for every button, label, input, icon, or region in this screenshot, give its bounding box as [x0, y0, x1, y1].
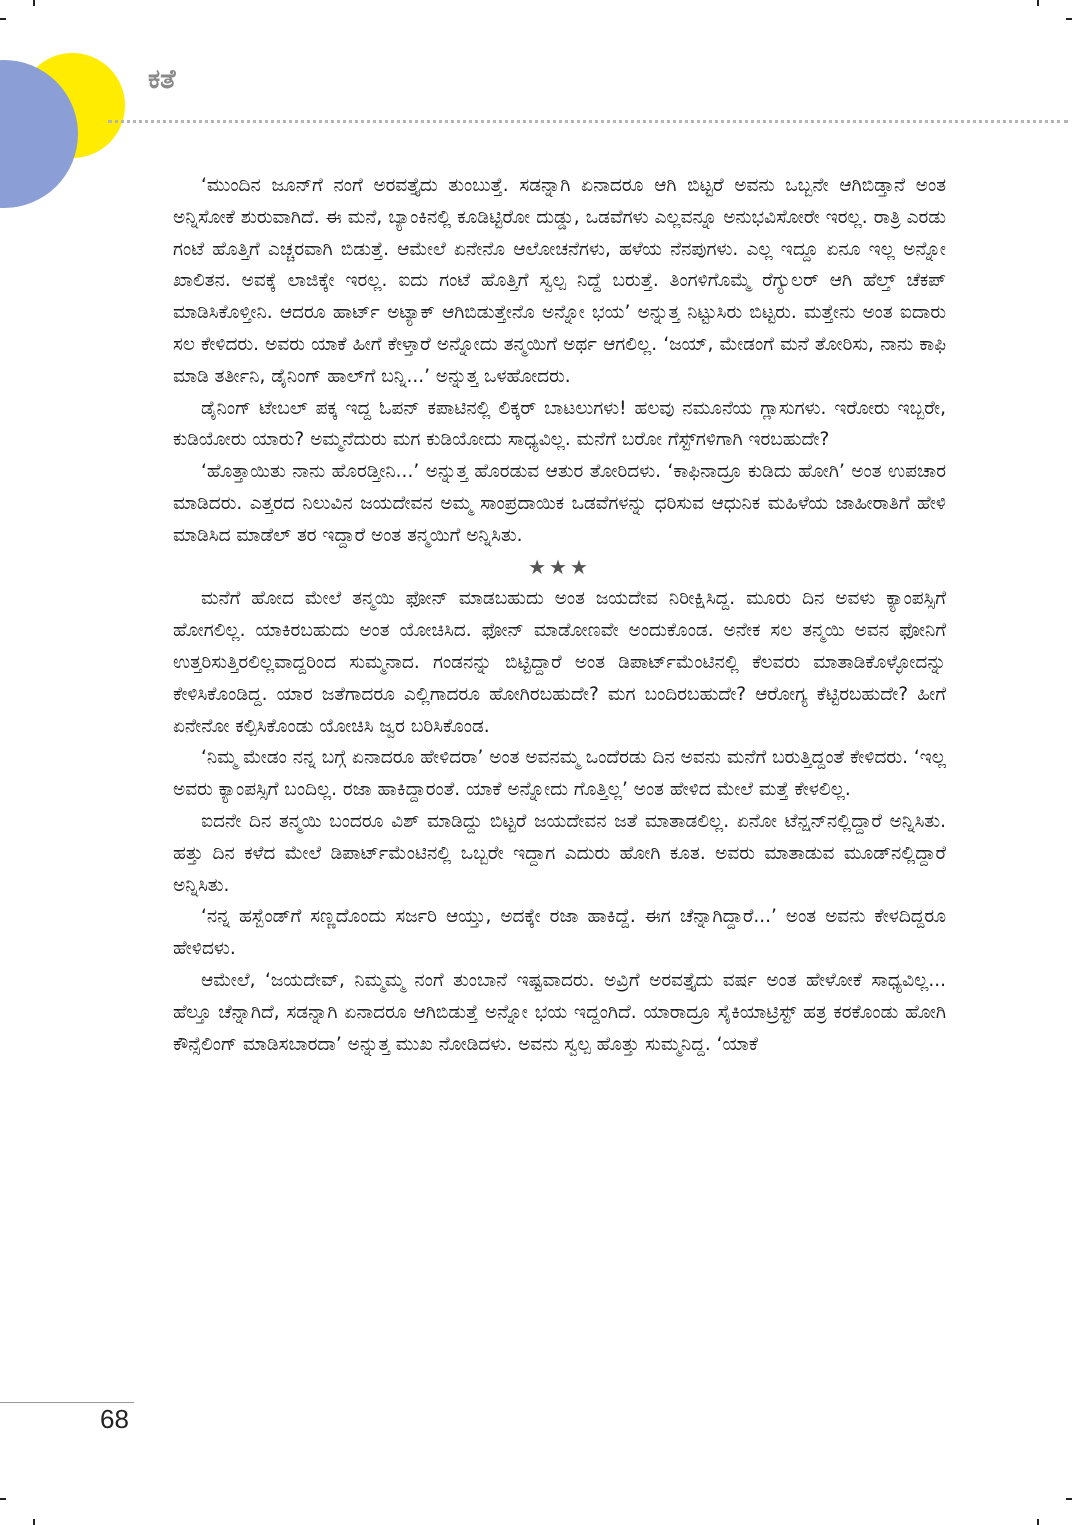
crop-mark [0, 18, 6, 20]
paragraph: ‘ಹೊತ್ತಾಯಿತು ನಾನು ಹೊರಡ್ತೀನಿ...’ ಅನ್ನುತ್ತ ಹೊರಡುವ ಆತುರ ತೋರಿದಳು. ‘ಕಾಫಿನಾದ್ರೂ ಕುಡಿದು ಹೋಗಿ’ ಅಂತ ಉಪಚಾರ ಮಾಡಿದರು. ಎತ್ತರದ ನಿಲುವಿನ ಜಯದೇವನ ಅಮ್ಮ ಸಾಂಪ್ರದಾಯಿಕ ಒಡವೆಗಳನ್ನು ಧರಿಸುವ ಆಧುನಿಕ ಮಹಿಳೆಯ ಜಾಹೀರಾತಿಗೆ ಹೇಳಿ ಮಾಡಿಸಿದ ಮಾಡೆಲ್ ತರ ಇದ್ದಾರೆ ಅಂತ ತನ್ಮಯಿಗೆ ಅನ್ನಿಸಿತು. [173, 461, 946, 546]
crop-mark [0, 1498, 6, 1500]
crop-mark [33, 1519, 35, 1525]
crop-mark [1066, 1498, 1072, 1500]
crop-mark [1037, 1519, 1039, 1525]
paragraph: ಮನೆಗೆ ಹೋದ ಮೇಲೆ ತನ್ಮಯಿ ಫೋನ್ ಮಾಡಬಹುದು ಅಂತ ಜಯದೇವ ನಿರೀಕ್ಷಿಸಿದ್ದ. ಮೂರು ದಿನ ಅವಳು ಕ್ಯಾಂಪಸ್ಸಿಗೆ ಹೋಗಲಿಲ್ಲ. ಯಾಕಿರಬಹುದು ಅಂತ ಯೋಚಿಸಿದ. ಫೋನ್ ಮಾಡೋಣವೇ ಅಂದುಕೊಂಡ. ಅನೇಕ ಸಲ ತನ್ಮಯಿ ಅವನ ಫೋನಿಗೆ ಉತ್ತರಿಸುತ್ತಿರಲಿಲ್ಲವಾದ್ದರಿಂದ ಸುಮ್ಮನಾದ. ಗಂಡನನ್ನು ಬಿಟ್ಟಿದ್ದಾರೆ ಅಂತ ಡಿಪಾರ್ಟ್‌ಮೆಂಟಿನಲ್ಲಿ ಕೆಲವರು ಮಾತಾಡಿಕೊಳ್ಳೋದನ್ನು ಕೇಳಿಸಿಕೊಂಡಿದ್ದ. ಯಾರ ಜತೆಗಾದರೂ ಎಲ್ಲಿಗಾದರೂ ಹೋಗಿರಬಹುದೇ? ಮಗ ಬಂದಿರಬಹುದೇ? ಆರೋಗ್ಯ ಕೆಟ್ಟಿರಬಹುದೇ? ಹೀಗೆ ಏನೇನೋ ಕಲ್ಪಿಸಿಕೊಂಡು ಯೋಚಿಸಿ ಜ್ವರ ಬರಿಸಿಕೊಂಡ. [173, 588, 946, 737]
paragraph: ‘ನಿಮ್ಮ ಮೇಡಂ ನನ್ನ ಬಗ್ಗೆ ಏನಾದರೂ ಹೇಳಿದರಾ’ ಅಂತ ಅವನಮ್ಮ ಒಂದೆರಡು ದಿನ ಅವನು ಮನೆಗೆ ಬರುತ್ತಿದ್ದಂತೆ ಕೇಳಿದರು. ‘ಇಲ್ಲ ಅವರು ಕ್ಯಾಂಪಸ್ಸಿಗೆ ಬಂದಿಲ್ಲ. ರಜಾ ಹಾಕಿದ್ದಾರಂತೆ. ಯಾಕೆ ಅನ್ನೋದು ಗೊತ್ತಿಲ್ಲ’ ಅಂತ ಹೇಳಿದ ಮೇಲೆ ಮತ್ತೆ ಕೇಳಲಿಲ್ಲ. [173, 747, 946, 801]
footer-rule [0, 1402, 134, 1403]
paragraph: ಐದನೇ ದಿನ ತನ್ಮಯಿ ಬಂದರೂ ವಿಶ್ ಮಾಡಿದ್ದು ಬಿಟ್ಟರೆ ಜಯದೇವನ ಜತೆ ಮಾತಾಡಲಿಲ್ಲ. ಏನೋ ಟೆನ್ಷನ್‌ನಲ್ಲಿದ್ದಾರೆ ಅನ್ನಿಸಿತು. ಹತ್ತು ದಿನ ಕಳೆದ ಮೇಲೆ ಡಿಪಾರ್ಟ್‌ಮೆಂಟಿನಲ್ಲಿ ಒಬ್ಬರೇ ಇದ್ದಾಗ ಎದುರು ಹೋಗಿ ಕೂತ. ಅವರು ಮಾತಾಡುವ ಮೂಡ್‌ನಲ್ಲಿದ್ದಾರೆ ಅನ್ನಿಸಿತು. [173, 810, 946, 896]
paragraph: ಆಮೇಲೆ, ‘ಜಯದೇವ್, ನಿಮ್ಮಮ್ಮ ನಂಗೆ ತುಂಬಾನೆ ಇಷ್ಟವಾದರು. ಅವ್ರಿಗೆ ಅರವತ್ತೈದು ವರ್ಷ ಅಂತ ಹೇಳೋಕೆ ಸಾಧ್ಯವಿಲ್ಲ... ಹೆಲ್ತೂ ಚೆನ್ನಾಗಿದೆ, ಸಡನ್ನಾಗಿ ಏನಾದರೂ ಆಗಿಬಿಡುತ್ತೆ ಅನ್ನೋ ಭಯ ಇದ್ದಂಗಿದೆ. ಯಾರಾದ್ರೂ ಸೈಕಿಯಾಟ್ರಿಸ್ಟ್ ಹತ್ರ ಕರಕೊಂಡು ಹೋಗಿ ಕೌನ್ಸೆಲಿಂಗ್ ಮಾಡಿಸಬಾರದಾ’ ಅನ್ನುತ್ತ ಮುಖ ನೋಡಿದಳು. ಅವನು ಸ್ವಲ್ಪ ಹೊತ್ತು ಸುಮ್ಮನಿದ್ದ. ‘ಯಾಕೆ [173, 969, 946, 1055]
dotted-divider [108, 120, 1068, 123]
paragraph: ‘ನನ್ನ ಹಸ್ಬೆಂಡ್‌ಗೆ ಸಣ್ಣದೊಂದು ಸರ್ಜರಿ ಆಯ್ತು, ಅದಕ್ಕೇ ರಜಾ ಹಾಕಿದ್ದೆ. ಈಗ ಚೆನ್ನಾಗಿದ್ದಾರೆ...’ ಅಂತ ಅವನು ಕೇಳದಿದ್ದರೂ ಹೇಳಿದಳು. [173, 906, 946, 960]
section-separator: ★★★ [528, 554, 591, 579]
crop-mark [1037, 0, 1039, 6]
page-number: 68 [100, 1404, 129, 1434]
paragraph: ಡೈನಿಂಗ್ ಟೇಬಲ್ ಪಕ್ಕ ಇದ್ದ ಓಪನ್ ಕಪಾಟಿನಲ್ಲಿ ಲಿಕ್ಕರ್ ಬಾಟಲುಗಳು! ಹಲವು ನಮೂನೆಯ ಗ್ಲಾಸುಗಳು. ಇರೋರು ಇಬ್ಬರೇ, ಕುಡಿಯೋರು ಯಾರು? ಅಮ್ಮನೆದುರು ಮಗ ಕುಡಿಯೋದು ಸಾಧ್ಯವಿಲ್ಲ. ಮನೆಗೆ ಬರೋ ಗೆಸ್ಟ್‌ಗಳಿಗಾಗಿ ಇರಬಹುದೇ? [173, 397, 946, 451]
paragraph: ‘ಮುಂದಿನ ಜೂನ್‌ಗೆ ನಂಗೆ ಅರವತ್ತೈದು ತುಂಬುತ್ತೆ. ಸಡನ್ನಾಗಿ ಏನಾದರೂ ಆಗಿ ಬಿಟ್ಟರೆ ಅವನು ಒಬ್ಬನೇ ಆಗಿಬಿಡ್ತಾನೆ ಅಂತ ಅನ್ನಿಸೋಕೆ ಶುರುವಾಗಿದೆ. ಈ ಮನೆ, ಬ್ಯಾಂಕಿನಲ್ಲಿ ಕೂಡಿಟ್ಟಿರೋ ದುಡ್ಡು, ಒಡವೆಗಳು ಎಲ್ಲವನ್ನೂ ಅನುಭವಿಸೋರೇ ಇರಲ್ಲ. ರಾತ್ರಿ ಎರಡು ಗಂಟೆ ಹೊತ್ತಿಗೆ ಎಚ್ಚರವಾಗಿ ಬಿಡುತ್ತೆ. ಆಮೇಲೆ ಏನೇನೊ ಆಲೋಚನೆಗಳು, ಹಳೆಯ ನೆನಪುಗಳು. ಎಲ್ಲ ಇದ್ದೂ ಏನೂ ಇಲ್ಲ ಅನ್ನೋ ಖಾಲಿತನ. ಅವಕ್ಕೆ ಲಾಜಿಕ್ಕೇ ಇರಲ್ಲ. ಐದು ಗಂಟೆ ಹೊತ್ತಿಗೆ ಸ್ವಲ್ಪ ನಿದ್ದೆ ಬರುತ್ತೆ. ತಿಂಗಳಿಗೊಮ್ಮೆ ರೆಗ್ಯುಲರ್ ಆಗಿ ಹೆಲ್ತ್ ಚೆಕಪ್ ಮಾಡಿಸಿಕೊಳ್ತೀನಿ. ಆದರೂ ಹಾರ್ಟ್ ಅಟ್ಯಾಕ್ ಆಗಿಬಿಡುತ್ತೇನೊ ಅನ್ನೋ ಭಯ’ ಅನ್ನುತ್ತ ನಿಟ್ಟುಸಿರು ಬಿಟ್ಟರು. ಮತ್ತೇನು ಅಂತ ಐದಾರು ಸಲ ಕೇಳಿದರು. ಅವರು ಯಾಕೆ ಹೀಗೆ ಕೇಳ್ತಾರೆ ಅನ್ನೋದು ತನ್ಮಯಿಗೆ ಅರ್ಥ ಆಗಲಿಲ್ಲ. ‘ಜಯ್, ಮೇಡಂಗೆ ಮನೆ ತೋರಿಸು, ನಾನು ಕಾಫಿ ಮಾಡಿ ತರ್ತೀನಿ, ಡೈನಿಂಗ್ ಹಾಲ್‌ಗೆ ಬನ್ನಿ...’ ಅನ್ನುತ್ತ ಒಳಹೋದರು. [173, 175, 946, 387]
story-text [173, 170, 946, 1060]
section-title: ಕತೆ [148, 64, 176, 95]
crop-mark [33, 0, 35, 6]
crop-mark [1066, 18, 1072, 20]
